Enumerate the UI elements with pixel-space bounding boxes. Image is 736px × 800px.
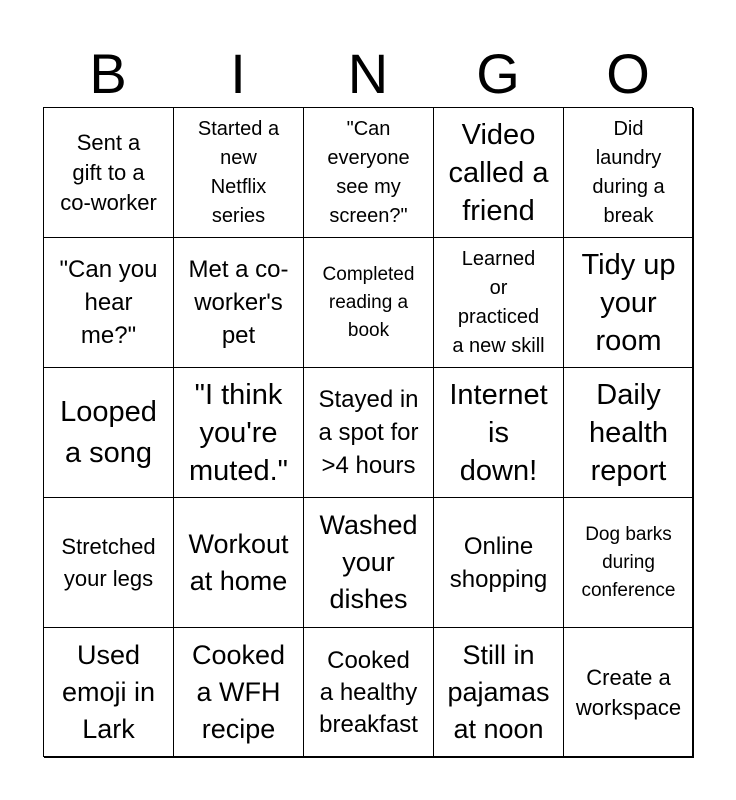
cell-label: Still in pajamas at noon (447, 640, 550, 744)
bingo-cell[interactable] (174, 238, 304, 368)
cell-label: Internet is down! (449, 378, 548, 487)
cell-label: Completed reading a book (322, 263, 415, 341)
bingo-cell[interactable] (564, 108, 694, 238)
cell-label: Create a workspace (575, 664, 682, 720)
header-letter-o: O (606, 42, 650, 105)
bingo-cell[interactable] (564, 498, 694, 628)
cell-label: Looped a song (60, 395, 157, 469)
bingo-cell[interactable] (434, 108, 564, 238)
cell-label: Cooked a healthy breakfast (319, 646, 418, 738)
bingo-cell[interactable] (44, 368, 174, 498)
bingo-cell[interactable] (564, 238, 694, 368)
cell-label: "Can everyone see my screen?" (327, 117, 410, 227)
cell-label: "I think you're muted." (189, 378, 288, 487)
bingo-cell[interactable] (44, 628, 174, 758)
bingo-cell[interactable] (434, 628, 564, 758)
bingo-cell[interactable] (304, 368, 434, 498)
bingo-cell[interactable] (434, 238, 564, 368)
bingo-board (43, 107, 693, 757)
cell-label: Online shopping (449, 532, 548, 593)
bingo-cell[interactable] (174, 498, 304, 628)
bingo-cell[interactable] (174, 108, 304, 238)
bingo-cell[interactable] (564, 368, 694, 498)
bingo-cell[interactable] (304, 108, 434, 238)
bingo-cell[interactable] (44, 238, 174, 368)
cell-label: Met a co- worker's pet (188, 256, 289, 349)
cell-label: Tidy up your room (581, 248, 676, 357)
bingo-cell[interactable] (174, 628, 304, 758)
cell-label: Stretched your legs (61, 533, 156, 591)
bingo-cell[interactable] (304, 628, 434, 758)
bingo-cell[interactable] (174, 368, 304, 498)
bingo-cell[interactable] (304, 498, 434, 628)
header-letter-n: N (347, 42, 389, 105)
cell-label: Cooked a WFH recipe (191, 640, 286, 744)
bingo-cell[interactable] (44, 108, 174, 238)
bingo-cell[interactable] (434, 498, 564, 628)
cell-label: Stayed in a spot for >4 hours (318, 386, 419, 479)
bingo-cell[interactable] (434, 368, 564, 498)
bingo-cell[interactable] (44, 498, 174, 628)
cell-label: Daily health report (588, 378, 668, 487)
cell-label: Learned or practiced a new skill (452, 247, 545, 357)
cell-label: Started a new Netflix series (197, 117, 280, 227)
cell-label: Workout at home (188, 528, 289, 596)
cell-label: Used emoji in Lark (61, 640, 156, 744)
bingo-cell[interactable] (564, 628, 694, 758)
cell-label: "Can you hear me?" (59, 256, 158, 349)
bingo-cell[interactable] (304, 238, 434, 368)
header-letter-i: I (230, 42, 246, 105)
cell-label: Did laundry during a break (592, 117, 665, 227)
header-letter-b: B (89, 42, 127, 105)
cell-label: Sent a gift to a co-worker (60, 129, 157, 215)
cell-label: Video called a friend (448, 118, 549, 227)
header-letter-g: G (476, 42, 520, 105)
bingo-header (43, 44, 693, 104)
cell-label: Dog barks during conference (581, 523, 676, 601)
cell-label: Washed your dishes (319, 510, 418, 614)
